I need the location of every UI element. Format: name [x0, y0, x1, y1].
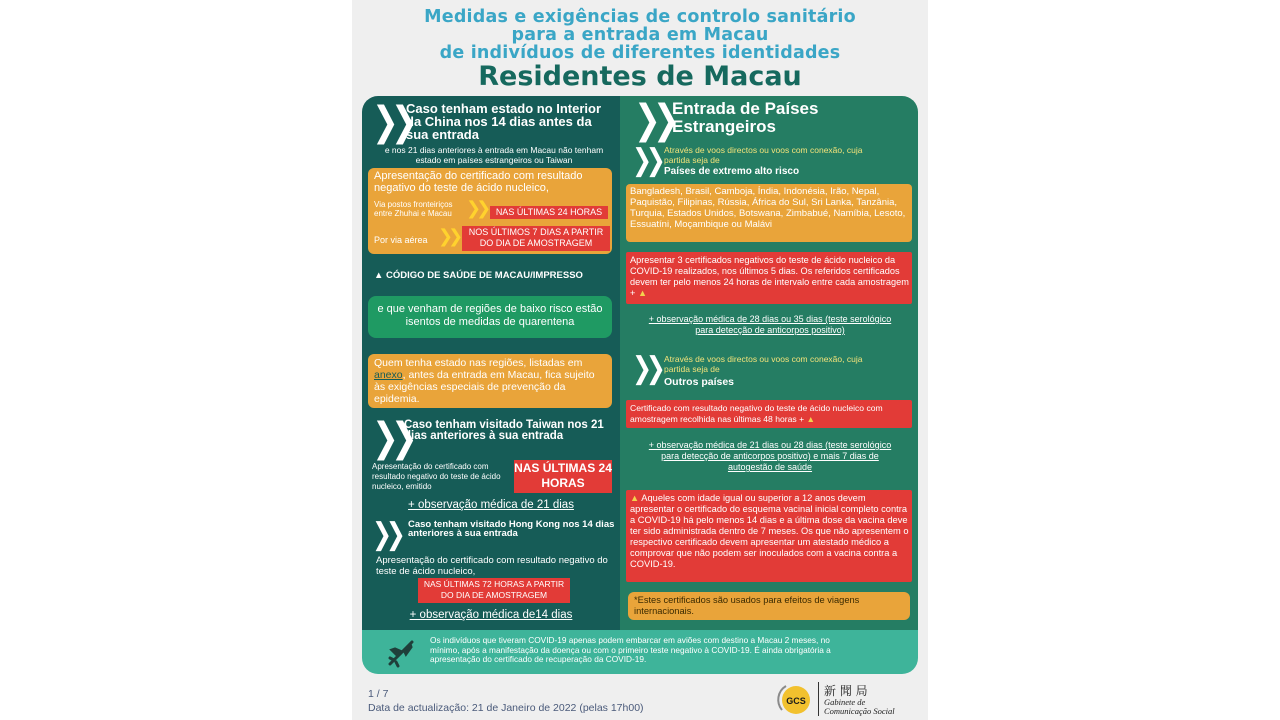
annex-regions-box: [368, 354, 612, 408]
section-china-subtitle: e nos 21 dias anteriores à entrada em Macau não tenham estado em países estrangeiros ou Taiwan: [384, 145, 604, 165]
hongkong-cert-text: Apresentação do certificado com resultado negativo do teste de ácido nucleico,: [376, 555, 608, 577]
right-column: [620, 96, 918, 636]
country-list: Bangladesh, Brasil, Camboja, Índia, Indonésia, Irão, Nepal, Paquistão, Filipinas, Rússia, África do Sul, Sri Lanka, Tanzânia, Turquia, Estados Unidos, Botswana, Zimbabué, Namíbia, Lesoto, Essuatíni, Moçambique ou Malávi: [630, 186, 906, 230]
vaccination-text-span: Aqueles com idade igual ou superior a 12 anos devem apresentar o certificado do esquema vacinal inicial completo contra a COVID-19 há pelo menos 14 dias e a última dose da vacina deve ter sido administrada dentro de 7 meses. Os que não apresentem o respectivo certificado devem apresentar um atestado médico a comprovar que não podem ser inoculados com a vacina contra a COVID-19.: [630, 493, 909, 569]
extreme-risk-text: [630, 255, 910, 299]
country-list-box: [626, 184, 912, 242]
chevron-icon: ❯❯: [372, 99, 410, 145]
logo-pt-line1: Gabinete de: [824, 697, 866, 707]
other-countries-text: [630, 403, 910, 425]
taiwan-observation: + observação médica de 21 dias: [408, 499, 574, 511]
chevron-icon: ❯❯: [438, 226, 459, 247]
covid-recovery-bar: [362, 630, 918, 674]
vaccination-text: [630, 493, 910, 570]
warning-icon: ▲: [637, 288, 648, 298]
extreme-risk-title: Países de extremo alto risco: [664, 166, 800, 177]
page-indicator: 1 / 7: [368, 688, 389, 700]
certificates-note: *Estes certificados são usados para efeitos de viagens internacionais.: [634, 595, 860, 616]
warning-icon: ▲: [630, 493, 640, 503]
anexo-link[interactable]: anexo: [374, 369, 403, 381]
gcs-emblem-icon: [776, 680, 816, 718]
logo-divider: [818, 682, 819, 716]
vaccination-requirements: [626, 490, 912, 582]
certificates-note-box: [628, 592, 910, 620]
china-requirements-box: [368, 168, 612, 254]
extreme-risk-requirements: [626, 252, 912, 304]
other-countries-requirements: [626, 400, 912, 428]
badge-taiwan-24h: NAS ÚLTIMAS 24 HORAS: [514, 460, 612, 493]
chevron-icon: ❯❯: [634, 97, 672, 143]
other-countries-text-span: Certificado com resultado negativo do teste de ácido nucleico com amostragem recolhida nas últimas 48 horas +: [630, 403, 883, 424]
hongkong-observation: + observação médica de14 dias: [409, 609, 573, 621]
extreme-risk-observation: + observação médica de 28 dias ou 35 dias (teste serológico para detecção de anticorpos positivo): [648, 314, 892, 335]
other-countries-title: Outros países: [664, 376, 735, 388]
header-line-2: para a entrada em Macau: [511, 25, 769, 45]
section-hongkong-title: Caso tenham visitado Hong Kong nos 14 dias anteriores à sua entrada: [408, 519, 615, 539]
via-postos-label: Via postos fronteiriços entre Zhuhai e Macau: [374, 200, 453, 218]
badge-7-dias: NOS ÚLTIMOS 7 DIAS A PARTIR DO DIA DE AMOSTRAGEM: [462, 226, 610, 251]
logo-chinese-text: 新 聞 局: [824, 684, 868, 698]
airplane-icon: [386, 638, 416, 668]
page-title: Residentes de Macau: [478, 61, 802, 92]
china-cert-text: Apresentação do certificado com resultado negativo do teste de ácido nucleico,: [374, 170, 583, 194]
covid-recovery-text: Os indivíduos que tiveram COVID-19 apenas podem embarcar em aviões com destino a Macau 2 meses, no mínimo, após a manifestação da doença ou com o primeiro teste negativo à COVID-19. É ainda obrigatória a apresentação do certificado de recuperação da COVID-19.: [430, 635, 831, 664]
update-date: Data de actualização: 21 de Janeiro de 2022 (pelas 17h00): [368, 702, 644, 714]
low-risk-box: [368, 296, 612, 338]
warning-icon: ▲: [806, 414, 816, 424]
header-line-1: Medidas e exigências de controlo sanitário: [424, 7, 856, 27]
codigo-saude-label: ▲ CÓDIGO DE SAÚDE DE MACAU/IMPRESSO: [374, 270, 583, 281]
extreme-risk-subtitle: Através de voos directos ou voos com conexão, cuja partida seja de: [664, 145, 863, 165]
taiwan-cert-text: Apresentação do certificado com resultado negativo do teste de ácido nucleico, emitido: [372, 462, 501, 491]
chevron-icon: ❯❯: [372, 517, 400, 552]
annex-text-b: , antes da entrada em Macau, fica sujeito às exigências especiais de prevenção da epidemia.: [374, 369, 595, 405]
chevron-icon: ❯❯: [632, 143, 660, 178]
chevron-icon: ❯❯: [632, 351, 660, 386]
logo-pt-line2: Comunicação Social: [824, 706, 895, 716]
left-column: [362, 96, 620, 636]
section-taiwan-title: Caso tenham visitado Taiwan nos 21 dias anteriores à sua entrada: [404, 419, 604, 442]
header-line-3: de indivíduos de diferentes identidades: [439, 43, 841, 63]
section-china-title: Caso tenham estado no Interior da China nos 14 dias antes da sua entrada: [406, 101, 602, 142]
chevron-icon: ❯❯: [466, 198, 487, 219]
extreme-risk-text-span: Apresentar 3 certificados negativos do teste de ácido nucleico da COVID-19 realizados, nos últimos 5 dias. Os referidos certificados devem ter pelo menos 24 horas de intervalo entre cada amostragem +: [630, 255, 909, 298]
gcs-logo: [776, 680, 926, 718]
annex-regions-text: [374, 357, 606, 405]
document-page: [352, 0, 928, 720]
badge-24h: NAS ÚLTIMAS 24 HORAS: [490, 206, 608, 219]
other-countries-subtitle: Através de voos directos ou voos com conexão, cuja partida seja de: [664, 354, 863, 374]
info-panel: [362, 96, 918, 674]
via-aerea-label: Por via aérea: [374, 235, 428, 245]
chevron-icon: ❯❯: [372, 415, 410, 461]
gcs-mark: GCS: [786, 696, 806, 706]
other-countries-observation: + observação médica de 21 dias ou 28 dias (teste serológico para detecção de anticorpos positivo) e mais 7 dias de autogestão de saúde: [648, 440, 892, 472]
low-risk-text: e que venham de regiões de baixo risco estão isentos de medidas de quarentena: [377, 303, 603, 328]
badge-72h: NAS ÚLTIMAS 72 HORAS A PARTIR DO DIA DE AMOSTRAGEM: [418, 578, 570, 603]
annex-text-a: Quem tenha estado nas regiões, listadas em: [374, 357, 583, 369]
foreign-countries-title: Entrada de Países Estrangeiros: [672, 99, 819, 136]
